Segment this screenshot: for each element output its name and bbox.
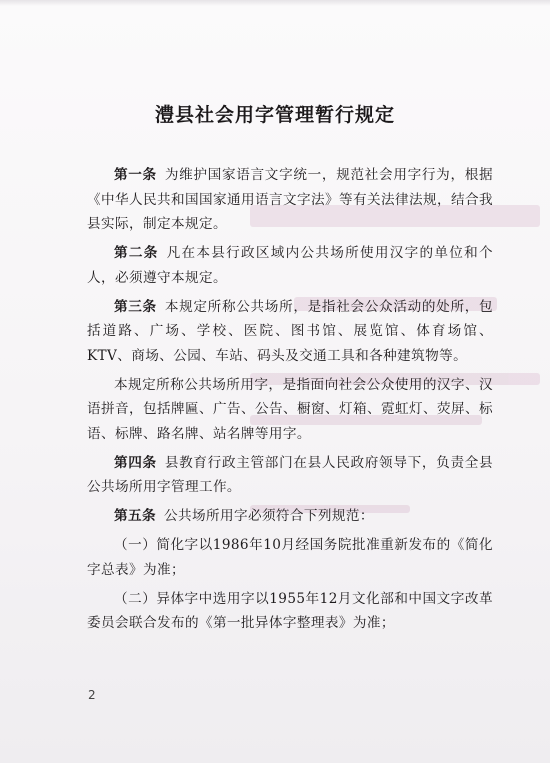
article-label: 第二条 — [114, 245, 159, 261]
article-4-paragraph — [87, 451, 493, 500]
article-3-continuation-paragraph — [87, 373, 493, 447]
article-text: 县教育行政主管部门在县人民政府领导下，负责全县公共场所用字管理工作。 — [87, 454, 493, 495]
article-text: 凡在本县行政区域内公共场所使用汉字的单位和个人，必须遵守本规定。 — [87, 245, 493, 286]
paragraph-text: 本规定所称公共场所用字，是指面向社会公众使用的汉字、汉语拼音，包括牌匾、广告、公告、橱窗、灯箱、霓虹灯、荧屏、标语、标牌、路名牌、站名牌等用字。 — [87, 376, 493, 442]
list-item-text: （二）异体字中选用字以1955年12月文化部和中国文字改革委员会联合发布的《第一批异体字整理表》为准； — [87, 590, 493, 631]
article-text: 公共场所用字必须符合下列规范： — [163, 508, 374, 524]
article-label: 第四条 — [114, 454, 157, 471]
article-2-paragraph — [87, 241, 493, 290]
article-label: 第三条 — [114, 298, 157, 315]
article-text: 本规定所称公共场所，是指社会公众活动的处所，包括道路、广场、学校、医院、图书馆、展览馆、体育场馆、KTV、商场、公园、车站、码头及交通工具和各种建筑物等。 — [87, 298, 493, 364]
article-5-item-2 — [87, 587, 493, 636]
article-5-item-1 — [87, 533, 493, 582]
article-3-paragraph — [87, 295, 493, 369]
article-label: 第一条 — [114, 167, 157, 183]
page-number: 2 — [88, 688, 96, 702]
article-text: 为维护国家语言文字统一，规范社会用字行为，根据《中华人民共和国国家通用语言文字法》等有关法律法规，结合我县实际，制定本规定。 — [87, 167, 493, 232]
article-label: 第五条 — [114, 508, 156, 524]
article-5-paragraph — [87, 504, 493, 529]
list-item-text: （一）简化字以1986年10月经国务院批准重新发布的《简化字总表》为准； — [87, 537, 493, 578]
document-title: 澧县社会用字管理暂行规定 — [154, 104, 395, 126]
document-body — [87, 163, 493, 640]
article-1-paragraph — [87, 163, 493, 237]
